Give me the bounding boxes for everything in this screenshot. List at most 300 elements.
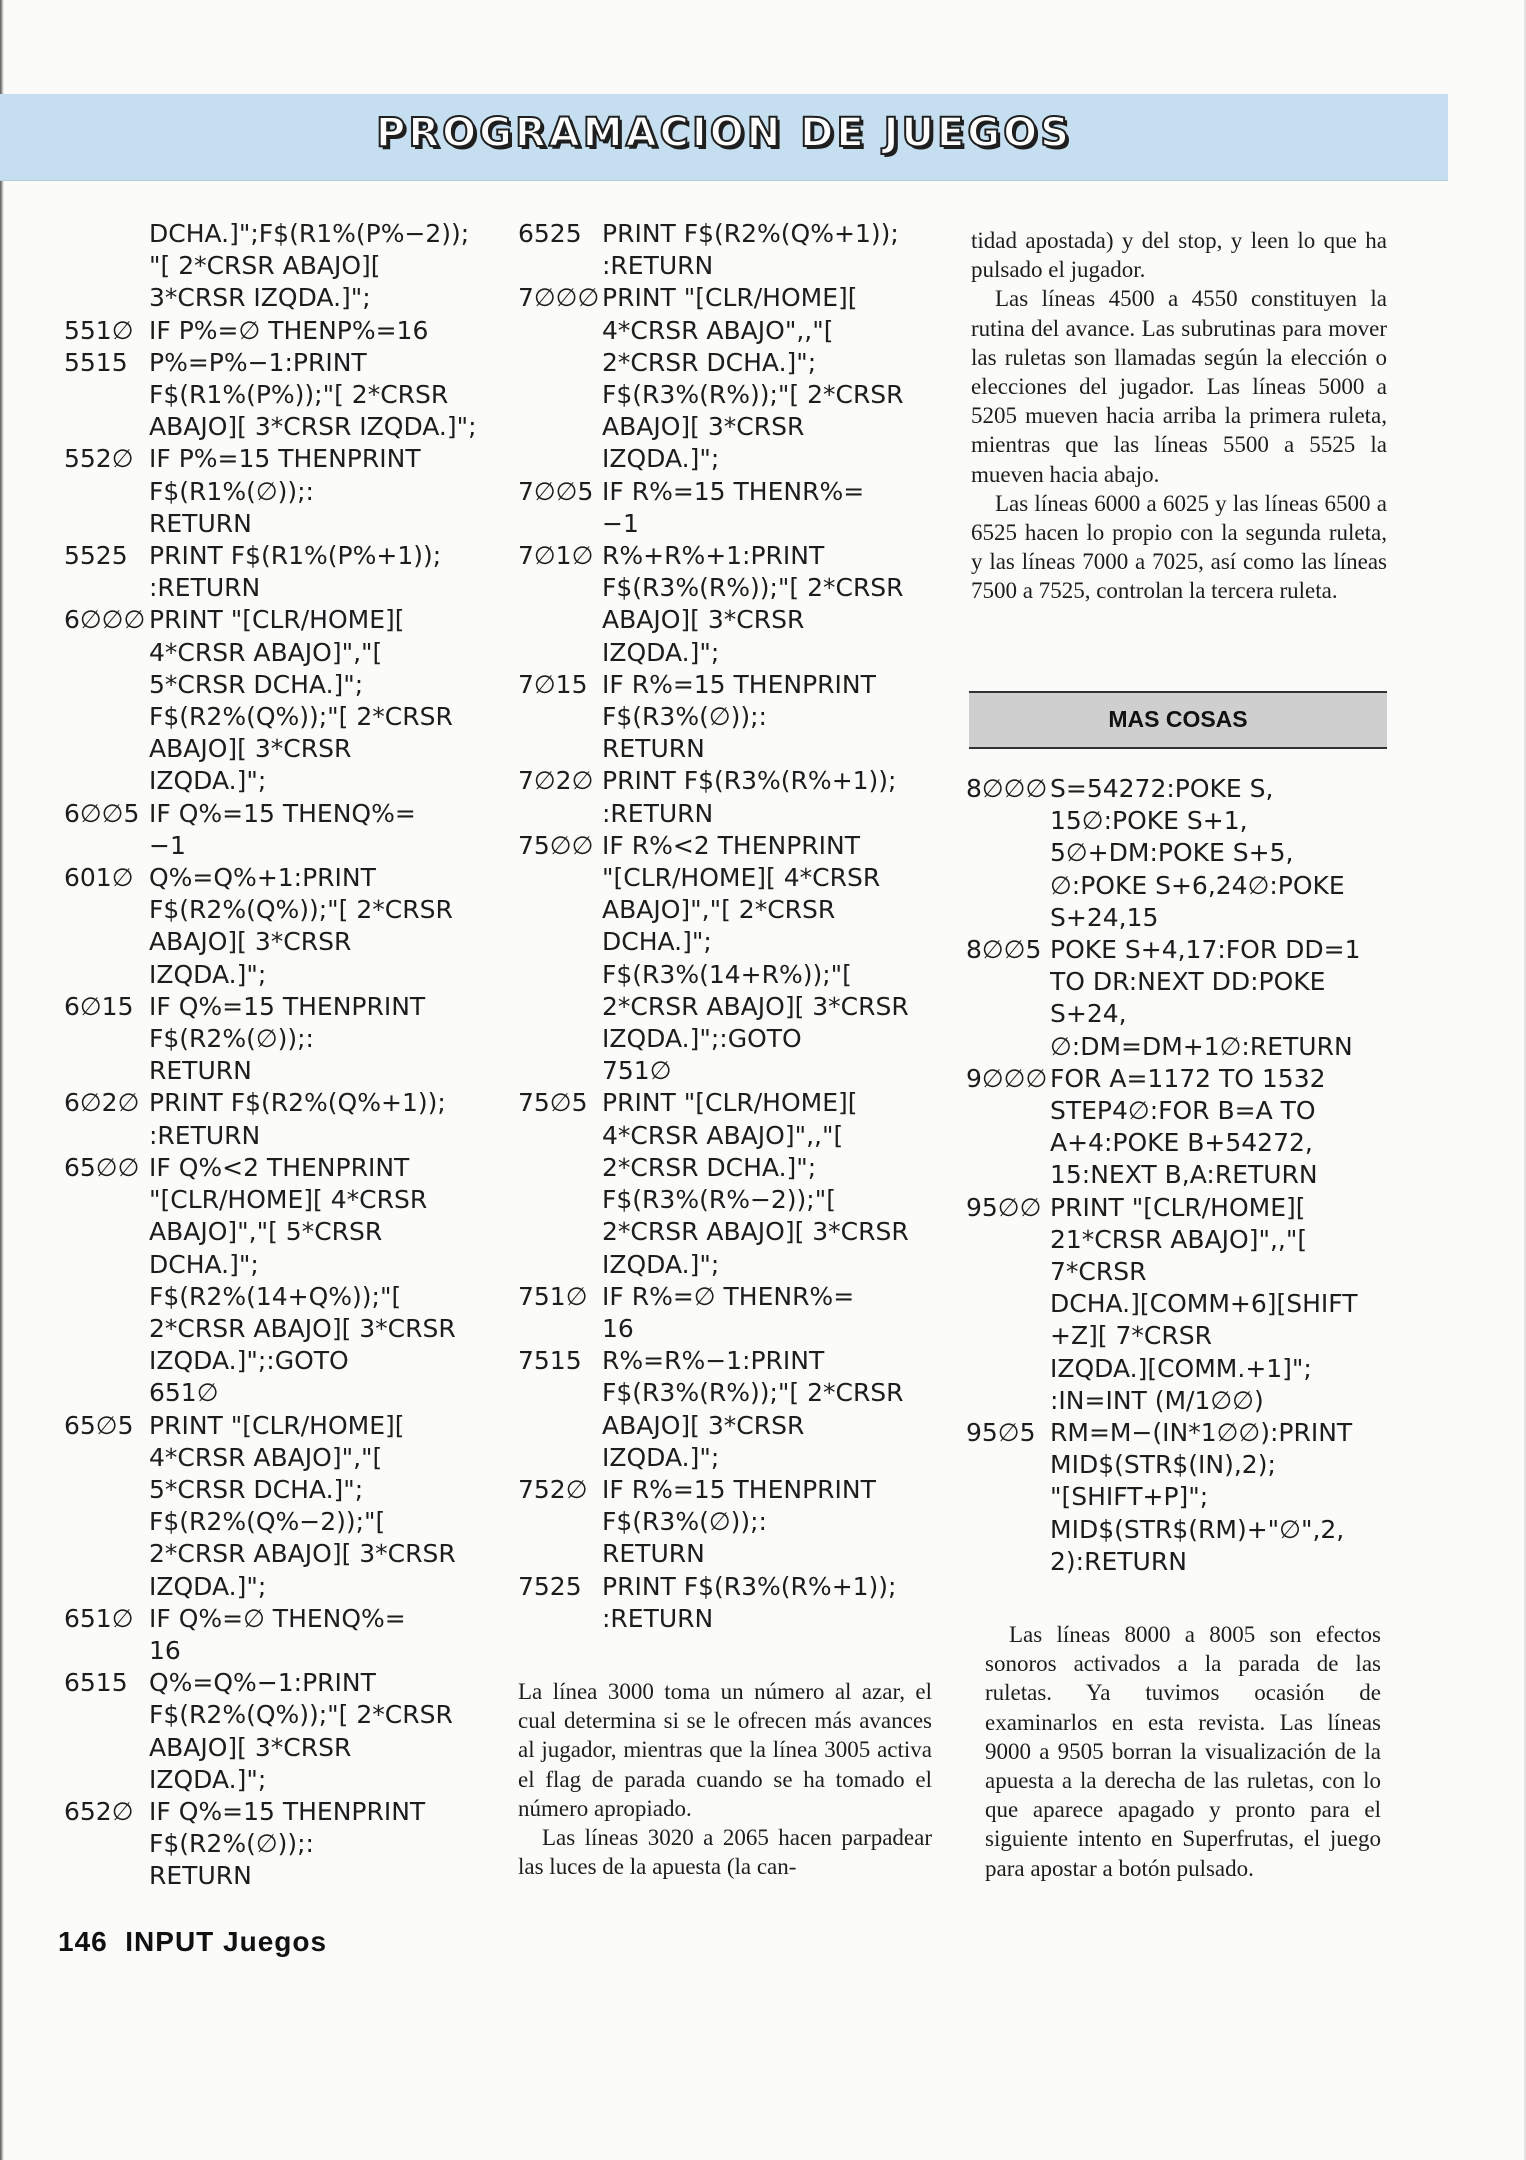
code-line [518, 1377, 928, 1409]
line-number [64, 1732, 149, 1764]
line-number: 5515 [64, 347, 128, 377]
code-line [64, 1087, 494, 1119]
line-number [966, 902, 1050, 934]
paragraph [518, 1677, 932, 1823]
code-text: RETURN [149, 1056, 252, 1086]
line-number [64, 637, 149, 669]
code-text: 5*CRSR DCHA.]"; [149, 1474, 364, 1504]
code-text: PRINT "[CLR/HOME][ [149, 605, 405, 635]
line-number: 9∅∅∅ [966, 1063, 1048, 1093]
line-number: 6∅∅∅ [64, 605, 146, 635]
line-number [966, 1288, 1050, 1320]
line-number [518, 1184, 602, 1216]
code-text: DCHA.]"; [602, 927, 712, 957]
code-text: A+4:POKE B+54272, [1050, 1128, 1313, 1158]
line-number [64, 1571, 149, 1603]
line-number [64, 1538, 149, 1570]
code-text: IF R%=15 THENPRINT [602, 669, 876, 699]
code-line [64, 443, 494, 475]
code-line [64, 411, 494, 443]
code-line [64, 315, 494, 347]
line-number: 6∅∅5 [64, 798, 140, 828]
code-text: Q%=Q%+1:PRINT [149, 863, 376, 893]
code-text: ∅:POKE S+6,24∅:POKE [1050, 870, 1345, 900]
code-text: IF R%=15 THENPRINT [602, 1474, 876, 1504]
code-text: 3*CRSR IZQDA.]"; [149, 283, 371, 313]
code-text: IZQDA.][COMM.+1]"; [1050, 1353, 1312, 1383]
line-number [64, 1023, 149, 1055]
code-line [966, 934, 1396, 966]
code-line [64, 508, 494, 540]
code-text: IF Q%=15 THENPRINT [149, 991, 426, 1021]
page-footer [58, 1926, 327, 1958]
line-number: 7∅∅∅ [518, 283, 600, 313]
code-line [966, 966, 1396, 998]
line-number: 8∅∅∅ [966, 774, 1048, 803]
code-line [518, 1474, 928, 1506]
code-text: :RETURN [149, 573, 261, 603]
line-number [64, 765, 149, 797]
publication-name: INPUT Juegos [125, 1926, 328, 1957]
code-text: 4*CRSR ABAJO]","[ [149, 1442, 383, 1472]
line-number: 751∅ [518, 1281, 588, 1311]
line-number [64, 830, 149, 862]
line-number [518, 926, 602, 958]
code-line [518, 1249, 928, 1281]
code-text: R%+R%+1:PRINT [602, 541, 825, 571]
code-line [966, 902, 1396, 934]
code-line [64, 1249, 494, 1281]
line-number [64, 1442, 149, 1474]
line-number [64, 1216, 149, 1248]
line-number [64, 218, 149, 250]
code-line [518, 830, 928, 862]
code-line [518, 604, 928, 636]
code-line [966, 1063, 1396, 1095]
code-line [518, 1087, 928, 1119]
code-line [518, 476, 928, 508]
code-line [64, 1152, 494, 1184]
line-number: 7∅1∅ [518, 541, 594, 571]
code-line [518, 1281, 928, 1313]
line-number [518, 1216, 602, 1248]
code-text: PRINT F$(R1%(P%+1)); [149, 541, 442, 571]
line-number: 552∅ [64, 444, 134, 474]
code-text: F$(R3%(∅));: [602, 702, 767, 732]
code-text: IF R%<2 THENPRINT [602, 830, 860, 860]
code-text: R%=R%−1:PRINT [602, 1346, 825, 1376]
line-number [518, 508, 602, 540]
line-number [966, 870, 1050, 902]
code-line [966, 1159, 1396, 1191]
code-text: P%=P%−1:PRINT [149, 347, 367, 377]
code-text: 15:NEXT B,A:RETURN [1050, 1160, 1318, 1190]
line-number: 6∅15 [64, 991, 134, 1021]
line-number [966, 805, 1050, 837]
code-text: :RETURN [149, 1120, 261, 1150]
code-text: TO DR:NEXT DD:POKE [1050, 967, 1326, 997]
subsection-heading-box [969, 691, 1387, 749]
line-number: 652∅ [64, 1796, 134, 1826]
code-text: IF R%=∅ THENR%= [602, 1281, 855, 1311]
line-number [64, 1474, 149, 1506]
code-text: 16 [149, 1635, 181, 1665]
code-text: STEP4∅:FOR B=A TO [1050, 1096, 1316, 1126]
code-line [64, 1764, 494, 1796]
line-number [518, 701, 602, 733]
code-text: ABAJO][ 3*CRSR [602, 412, 805, 442]
line-number [966, 1320, 1050, 1352]
line-number: 551∅ [64, 315, 134, 345]
code-line [64, 1281, 494, 1313]
code-line [966, 1449, 1396, 1481]
code-text: 16 [602, 1313, 634, 1343]
line-number [64, 1635, 149, 1667]
code-line [518, 1152, 928, 1184]
code-text: ABAJO][ 3*CRSR [149, 1732, 352, 1762]
code-text: F$(R3%(R%));"[ 2*CRSR [602, 573, 904, 603]
code-text: IF R%=15 THENR%= [602, 476, 865, 506]
paragraph [985, 1620, 1381, 1883]
code-line [64, 669, 494, 701]
code-line [64, 1345, 494, 1377]
line-number [64, 1055, 149, 1087]
code-text: F$(R2%(Q%));"[ 2*CRSR [149, 895, 453, 925]
line-number [518, 1152, 602, 1184]
code-line [966, 1095, 1396, 1127]
code-line [518, 637, 928, 669]
code-text: 2*CRSR ABAJO][ 3*CRSR [602, 991, 909, 1021]
code-line [518, 315, 928, 347]
line-number [64, 1120, 149, 1152]
code-text: POKE S+4,17:FOR DD=1 [1050, 935, 1361, 965]
code-line [64, 1732, 494, 1764]
code-text: IF Q%=15 THENQ%= [149, 798, 416, 828]
line-number [518, 1410, 602, 1442]
code-line [966, 1288, 1396, 1320]
code-line [64, 1216, 494, 1248]
code-line [518, 926, 928, 958]
line-number [64, 1860, 149, 1892]
line-number [518, 1055, 602, 1087]
code-text: F$(R2%(Q%));"[ 2*CRSR [149, 1700, 453, 1730]
code-line [966, 805, 1396, 837]
code-line [64, 1442, 494, 1474]
code-line [64, 1538, 494, 1570]
line-number [518, 379, 602, 411]
code-text: IF P%=15 THENPRINT [149, 444, 421, 474]
code-line [64, 1603, 494, 1635]
line-number [64, 1506, 149, 1538]
code-text: 4*CRSR ABAJO]","[ [149, 637, 383, 667]
code-text: IZQDA.]";:GOTO [149, 1346, 349, 1376]
code-text: "[CLR/HOME][ 4*CRSR [149, 1185, 428, 1215]
code-text: F$(R3%(R%−2));"[ [602, 1185, 836, 1215]
line-number [518, 443, 602, 475]
code-text: 2*CRSR ABAJO][ 3*CRSR [602, 1217, 909, 1247]
line-number: 6525 [518, 219, 582, 248]
code-line [518, 218, 928, 250]
code-line [518, 1345, 928, 1377]
code-line [518, 347, 928, 379]
code-text: F$(R2%(Q%−2));"[ [149, 1507, 386, 1537]
line-number [966, 1546, 1050, 1578]
code-text: −1 [602, 508, 639, 538]
code-text: 7*CRSR [1050, 1257, 1147, 1287]
code-text: RETURN [149, 508, 252, 538]
code-line [518, 701, 928, 733]
code-line [64, 798, 494, 830]
code-line [64, 1023, 494, 1055]
line-number [64, 476, 149, 508]
line-number [64, 1764, 149, 1796]
code-text: :RETURN [602, 798, 714, 828]
section-title: PROGRAMACION DE JUEGOS [376, 110, 1072, 156]
line-number [64, 1377, 149, 1409]
line-number [966, 1095, 1050, 1127]
line-number [64, 926, 149, 958]
line-number [518, 991, 602, 1023]
line-number: 752∅ [518, 1474, 588, 1504]
line-number: 7525 [518, 1571, 582, 1601]
code-text: F$(R2%(14+Q%));"[ [149, 1281, 402, 1311]
code-text: MID$(STR$(IN),2); [1050, 1450, 1276, 1480]
line-number [64, 379, 149, 411]
code-line [518, 798, 928, 830]
line-number [966, 1514, 1050, 1546]
code-line [518, 991, 928, 1023]
code-text: IF Q%<2 THENPRINT [149, 1152, 410, 1182]
code-line [64, 1055, 494, 1087]
line-number: 8∅∅5 [966, 935, 1042, 965]
code-text: F$(R1%(P%));"[ 2*CRSR [149, 380, 449, 410]
code-line [966, 1385, 1396, 1417]
line-number [966, 1127, 1050, 1159]
code-line [518, 1538, 928, 1570]
code-line [518, 1313, 928, 1345]
code-text: PRINT F$(R3%(R%+1)); [602, 1571, 897, 1601]
code-listing-3 [966, 773, 1396, 1578]
code-text: IZQDA.]"; [149, 1764, 267, 1794]
code-text: FOR A=1172 TO 1532 [1050, 1063, 1326, 1093]
line-number: 65∅∅ [64, 1152, 140, 1182]
code-text: DCHA.][COMM+6][SHIFT [1050, 1289, 1358, 1319]
paragraph [971, 284, 1387, 488]
code-line [966, 1353, 1396, 1385]
code-line [64, 540, 494, 572]
code-text: RETURN [149, 1861, 252, 1891]
line-number [518, 604, 602, 636]
code-line [518, 1120, 928, 1152]
code-line [64, 250, 494, 282]
code-line [518, 1603, 928, 1635]
code-text: PRINT F$(R2%(Q%+1)); [602, 219, 899, 248]
code-text: IZQDA.]"; [149, 1571, 267, 1601]
code-line [64, 1828, 494, 1860]
line-number [64, 959, 149, 991]
code-text: ABAJO][ 3*CRSR [149, 734, 352, 764]
code-line [64, 1860, 494, 1892]
code-line [966, 998, 1396, 1030]
paragraph [971, 226, 1387, 284]
code-column-3 [966, 773, 1396, 1578]
line-number [518, 1538, 602, 1570]
line-number [518, 1506, 602, 1538]
code-line [64, 1377, 494, 1409]
code-text: ABAJO]","[ 2*CRSR [602, 895, 836, 925]
code-text: ABAJO][ 3*CRSR [602, 1410, 805, 1440]
code-line [518, 959, 928, 991]
code-line [966, 1481, 1396, 1513]
code-line [64, 218, 494, 250]
code-line [64, 991, 494, 1023]
code-text: −1 [149, 830, 186, 860]
code-line [64, 1410, 494, 1442]
line-number [518, 572, 602, 604]
code-text: F$(R3%(R%));"[ 2*CRSR [602, 380, 904, 410]
line-number: 75∅∅ [518, 830, 594, 860]
code-text: F$(R3%(∅));: [602, 1507, 767, 1537]
code-line [64, 894, 494, 926]
line-number [518, 894, 602, 926]
code-line [518, 540, 928, 572]
code-line [966, 773, 1396, 805]
line-number [64, 1281, 149, 1313]
code-column-2 [518, 218, 928, 1635]
code-text: ∅:DM=DM+1∅:RETURN [1050, 1031, 1353, 1061]
line-number: 95∅5 [966, 1418, 1036, 1448]
code-text: IF P%=∅ THENP%=16 [149, 315, 429, 345]
paragraph-text: Las líneas 8000 a 8005 son efectos sonoros activados a la parada de las ruletas. Ya tuvimos ocasión de examinarlos en esta revista. Las líneas 9000 a 9505 borran la visualización de la apuesta a la derecha de las ruletas, con lo que aparece apagado y pronto para el siguiente intento en Superfrutas, el juego para apostar a botón pulsado. [985, 1622, 1381, 1881]
code-text: PRINT "[CLR/HOME][ [602, 283, 858, 313]
code-listing-1 [64, 218, 494, 1893]
page-number: 146 [58, 1926, 108, 1957]
code-listing-2 [518, 218, 928, 1635]
line-number [966, 837, 1050, 869]
line-number [64, 669, 149, 701]
code-text: PRINT "[CLR/HOME][ [602, 1088, 858, 1118]
line-number [966, 1224, 1050, 1256]
code-text: S+24,15 [1050, 902, 1159, 932]
line-number [518, 411, 602, 443]
line-number [966, 966, 1050, 998]
line-number [518, 1120, 602, 1152]
code-text: DCHA.]"; [149, 1249, 259, 1279]
line-number [64, 572, 149, 604]
line-number [518, 637, 602, 669]
code-line [64, 379, 494, 411]
code-line [518, 1571, 928, 1603]
code-text: ABAJO]","[ 5*CRSR [149, 1217, 383, 1247]
line-number: 651∅ [64, 1603, 134, 1633]
code-line [518, 894, 928, 926]
code-text: PRINT F$(R3%(R%+1)); [602, 766, 897, 796]
line-number [966, 1385, 1050, 1417]
code-text: PRINT F$(R2%(Q%+1)); [149, 1088, 446, 1118]
line-number [966, 1031, 1050, 1063]
code-text: IF Q%=15 THENPRINT [149, 1796, 426, 1826]
code-line [966, 1127, 1396, 1159]
code-text: "[SHIFT+P]"; [1050, 1482, 1209, 1512]
code-line [966, 1192, 1396, 1224]
article-text-column-3-bottom [985, 1620, 1381, 1883]
line-number: 7∅15 [518, 669, 588, 699]
code-line [518, 1410, 928, 1442]
line-number [518, 862, 602, 894]
code-text: F$(R1%(∅));: [149, 476, 314, 506]
code-text: F$(R3%(14+R%));"[ [602, 959, 852, 989]
code-line [64, 637, 494, 669]
code-text: IZQDA.]"; [149, 766, 267, 796]
line-number [518, 315, 602, 347]
code-text: ABAJO][ 3*CRSR [602, 605, 805, 635]
line-number [966, 1353, 1050, 1385]
line-number [966, 998, 1050, 1030]
code-text: PRINT "[CLR/HOME][ [1050, 1192, 1306, 1222]
paragraph-text: Las líneas 3020 a 2065 hacen parpadear las luces de la apuesta (la can- [518, 1825, 932, 1880]
code-text: 4*CRSR ABAJO",,"[ [602, 315, 834, 345]
line-number: 65∅5 [64, 1410, 134, 1440]
code-text: S=54272:POKE S, [1050, 774, 1274, 803]
code-line [64, 1120, 494, 1152]
code-text: "[CLR/HOME][ 4*CRSR [602, 863, 881, 893]
code-text: F$(R2%(∅));: [149, 1829, 314, 1859]
code-text: 21*CRSR ABAJO]",,"[ [1050, 1224, 1308, 1254]
code-text: :RETURN [602, 251, 714, 281]
code-text: 2*CRSR DCHA.]"; [602, 347, 817, 377]
line-number [518, 1313, 602, 1345]
line-number [518, 1442, 602, 1474]
code-text: Q%=Q%−1:PRINT [149, 1668, 376, 1698]
code-line [966, 870, 1396, 902]
code-text: +Z][ 7*CRSR [1050, 1321, 1212, 1351]
paragraph-text: Las líneas 6000 a 6025 y las líneas 6500 a 6525 hacen lo propio con la segunda ruleta, y las líneas 7000 a 7025, así como las líneas 7500 a 7525, controlan la tercera ruleta. [971, 490, 1387, 604]
code-line [64, 1474, 494, 1506]
line-number [64, 1249, 149, 1281]
code-text: "[ 2*CRSR ABAJO][ [149, 251, 381, 281]
line-number [966, 1159, 1050, 1191]
code-line [966, 1031, 1396, 1063]
code-text: ABAJO][ 3*CRSR [149, 927, 352, 957]
code-text: RETURN [602, 734, 705, 764]
code-line [64, 959, 494, 991]
line-number [518, 959, 602, 991]
line-number [64, 1313, 149, 1345]
code-text: RETURN [602, 1539, 705, 1569]
line-number [518, 250, 602, 282]
line-number [518, 1603, 602, 1635]
line-number [64, 1184, 149, 1216]
code-text: 651∅ [149, 1378, 219, 1408]
code-line [518, 1023, 928, 1055]
code-line [518, 508, 928, 540]
code-text: DCHA.]";F$(R1%(P%−2)); [149, 219, 470, 248]
code-text: RM=M−(IN*1∅∅):PRINT [1050, 1418, 1353, 1448]
code-line [518, 379, 928, 411]
line-number [64, 1345, 149, 1377]
code-text: 2*CRSR DCHA.]"; [602, 1152, 817, 1182]
line-number: 7∅2∅ [518, 766, 594, 796]
code-line [518, 1216, 928, 1248]
line-number [64, 1828, 149, 1860]
line-number [518, 1377, 602, 1409]
line-number [64, 250, 149, 282]
paragraph [971, 489, 1387, 606]
code-line [64, 476, 494, 508]
code-text: :RETURN [602, 1603, 714, 1633]
code-text: 2*CRSR ABAJO][ 3*CRSR [149, 1313, 456, 1343]
line-number: 6515 [64, 1668, 128, 1698]
